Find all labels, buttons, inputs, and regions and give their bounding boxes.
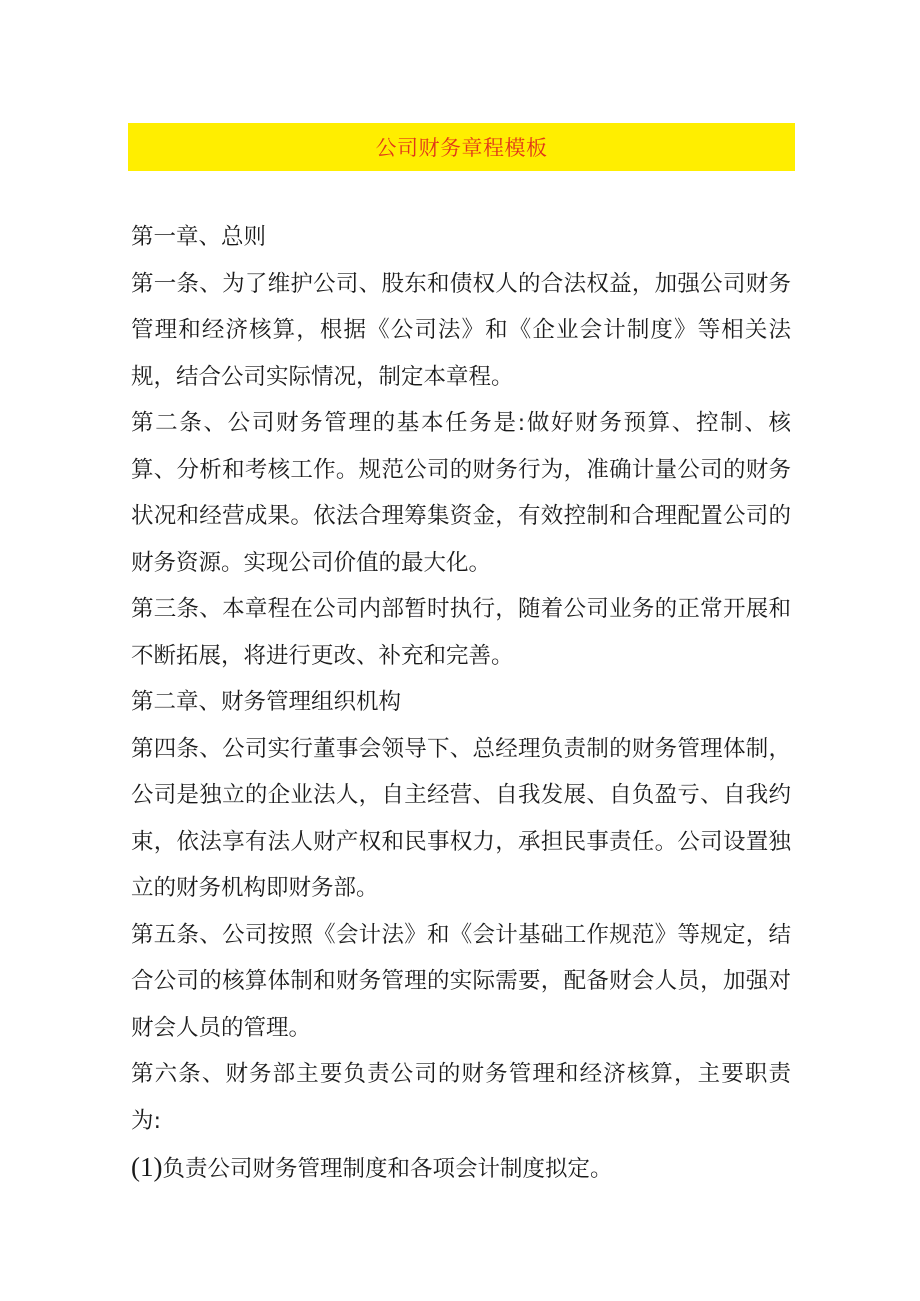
- article-1: 第一条、为了维护公司、股东和债权人的合法权益，加强公司财务管理和经济核算，根据《公司法》和《企业会计制度》等相关法规，结合公司实际情况，制定本章程。: [131, 270, 791, 390]
- article-3: 第三条、本章程在公司内部暂时执行，随着公司业务的正常开展和不断拓展，将进行更改、补充和完善。: [131, 596, 791, 669]
- document-body: [131, 214, 791, 1193]
- title-banner: [128, 123, 795, 171]
- list-item-number: (1): [131, 1152, 163, 1182]
- article-2: 第二条、公司财务管理的基本任务是:做好财务预算、控制、核算、分析和考核工作。规范公司的财务行为，准确计量公司的财务状况和经营成果。依法合理筹集资金，有效控制和合理配置公司的财务资源。实现公司价值的最大化。: [131, 410, 791, 576]
- list-item-text: 负责公司财务管理制度和各项会计制度拟定。: [162, 1156, 613, 1182]
- chapter-heading-1: 第一章、总则: [131, 224, 267, 250]
- article-4: 第四条、公司实行董事会领导下、总经理负责制的财务管理体制，公司是独立的企业法人，自主经营、自我发展、自负盈亏、自我约束，依法享有法人财产权和民事权力，承担民事责任。公司设置独立的财务机构即财务部。: [131, 735, 791, 901]
- article-5: 第五条、公司按照《会计法》和《会计基础工作规范》等规定，结合公司的核算体制和财务管理的实际需要，配备财会人员，加强对财会人员的管理。: [131, 921, 791, 1041]
- document-title: 公司财务章程模板: [375, 136, 548, 160]
- article-6: 第六条、财务部主要负责公司的财务管理和经济核算，主要职责为:: [131, 1061, 791, 1134]
- chapter-heading-2: 第二章、财务管理组织机构: [131, 689, 402, 715]
- list-item: [131, 1144, 791, 1193]
